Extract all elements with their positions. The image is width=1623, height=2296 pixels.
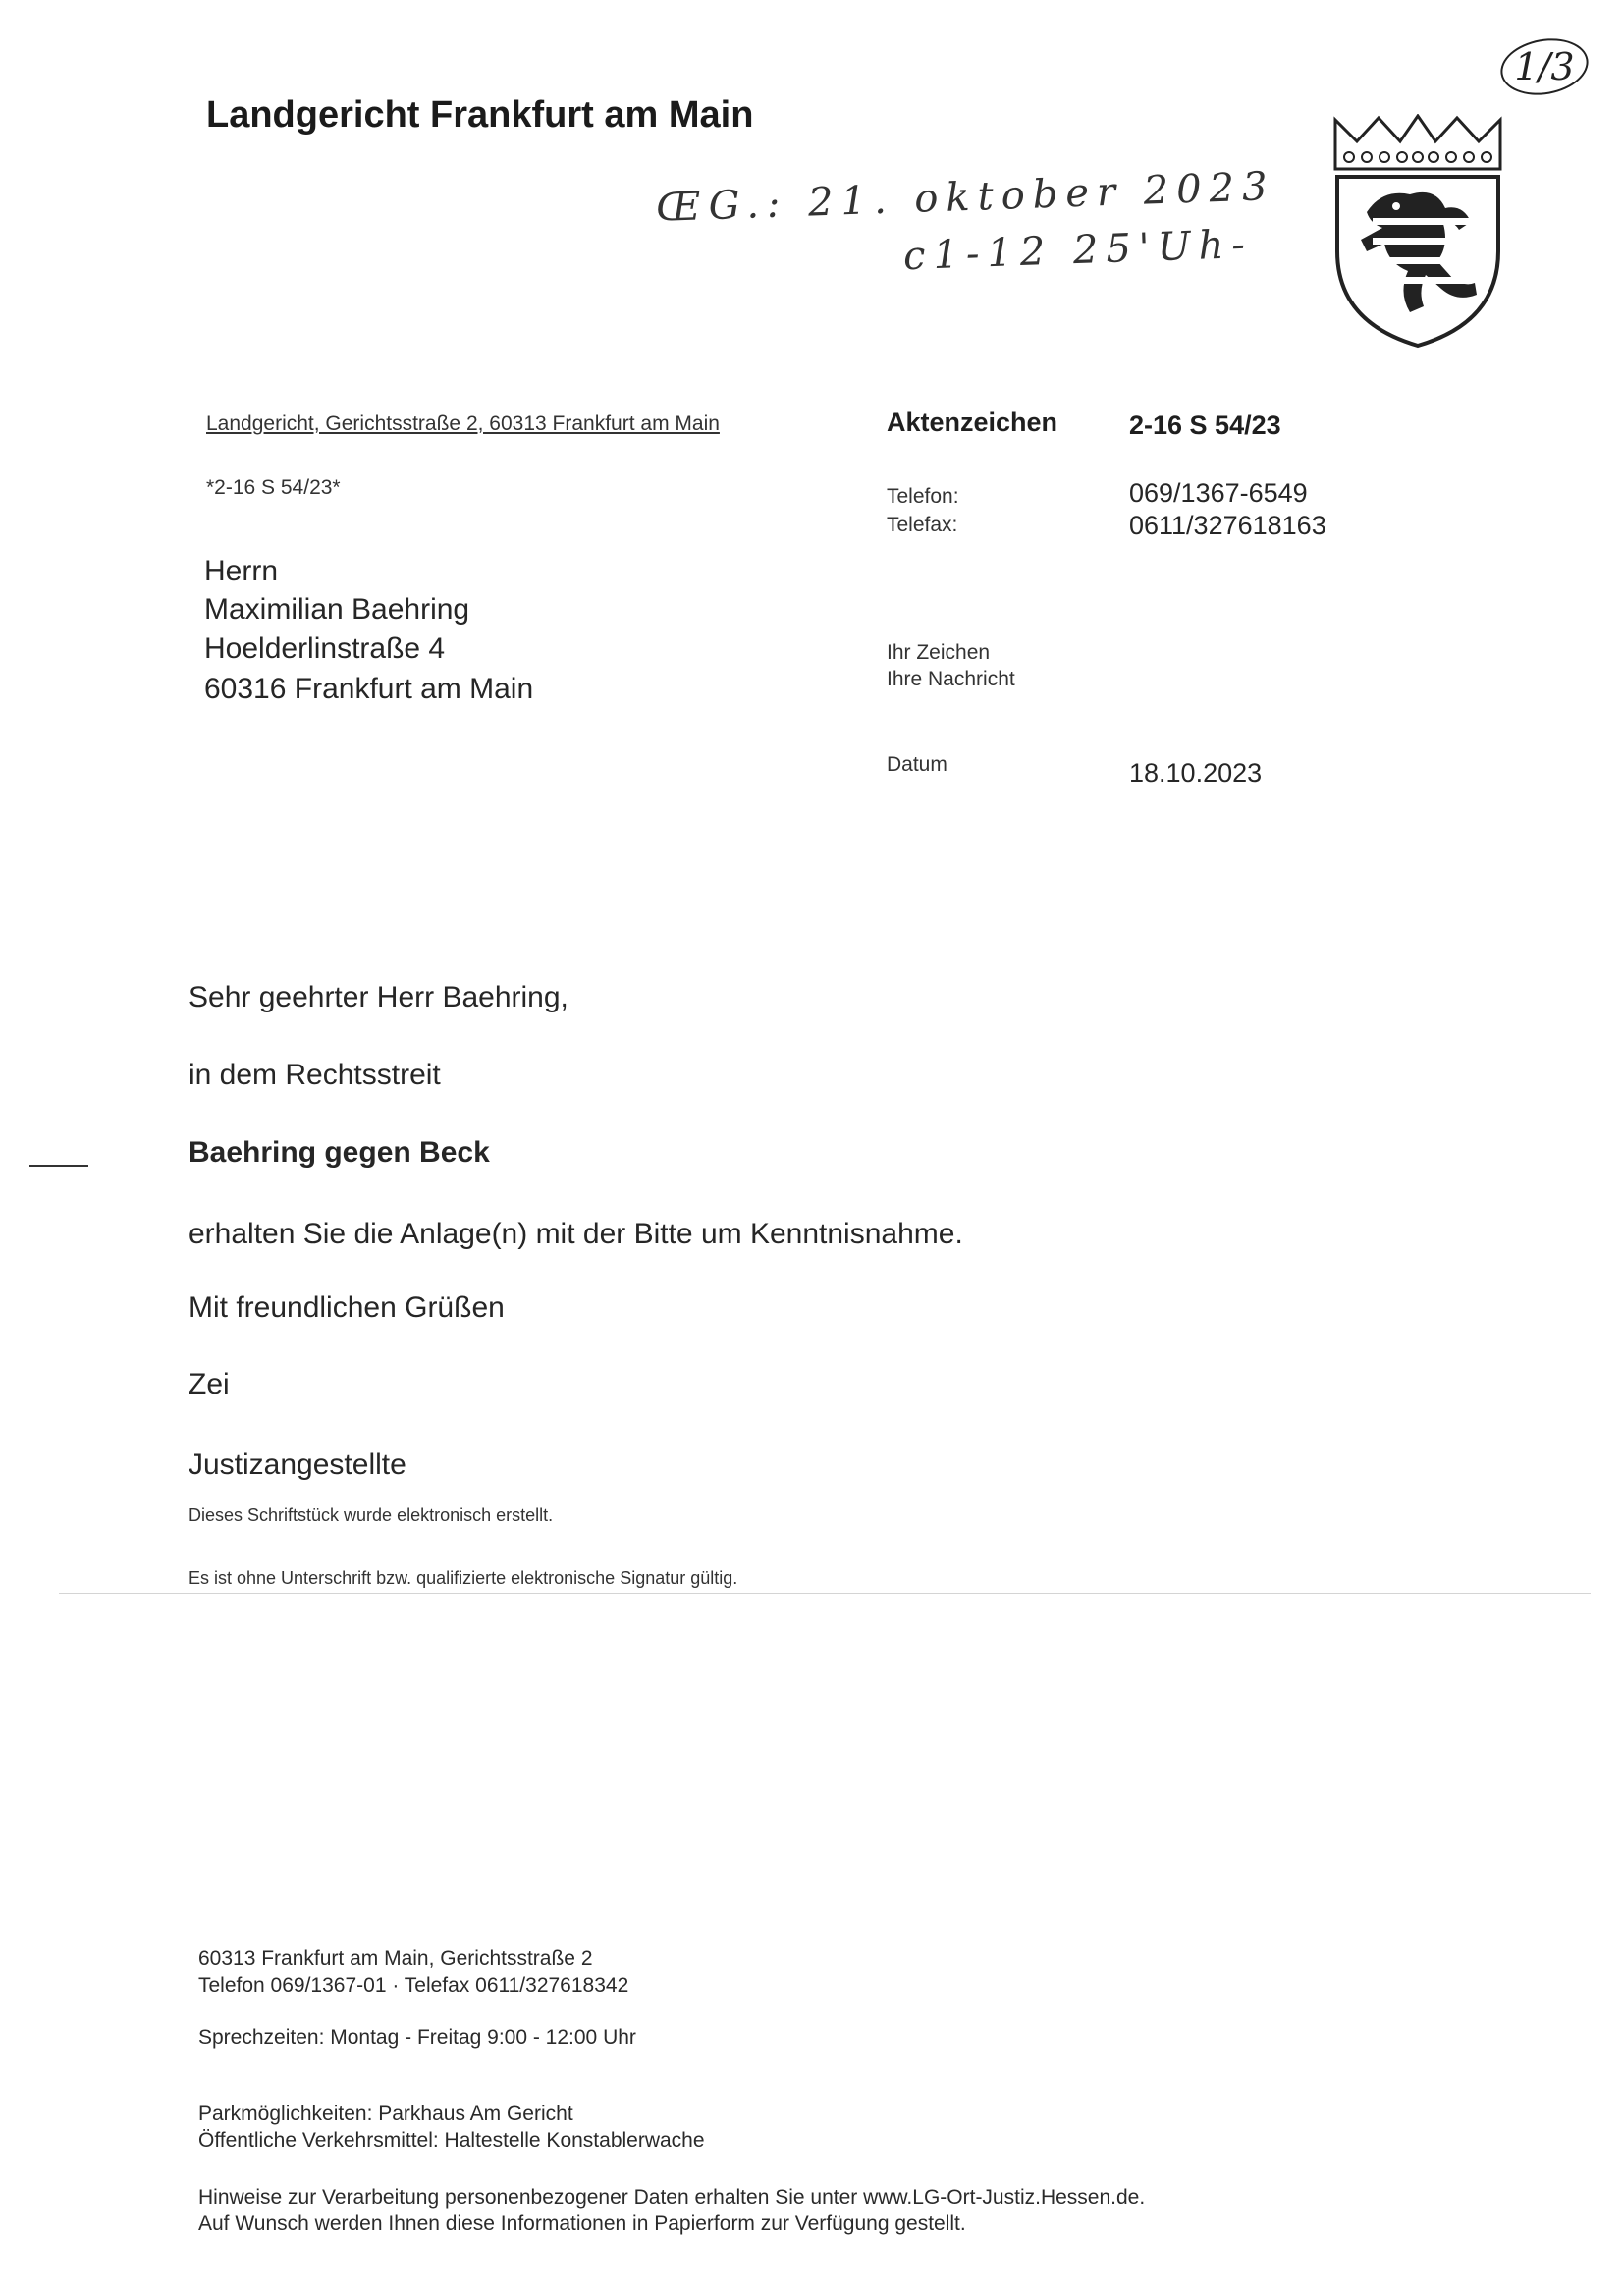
greeting: Sehr geehrter Herr Baehring, xyxy=(189,981,568,1013)
closing-text: Mit freundlichen Grüßen xyxy=(189,1291,505,1324)
handwritten-time-note: c1-12 25'Uh- xyxy=(902,221,1254,280)
recipient-city: 60316 Frankfurt am Main xyxy=(204,673,534,705)
recipient-name: Maximilian Baehring xyxy=(204,593,470,626)
phone-number: 069/1367-6549 xyxy=(1129,478,1308,508)
footer-contact: Telefon 069/1367-01 · Telefax 0611/327618342 xyxy=(198,1974,629,1996)
scan-artifact-line xyxy=(59,1593,1591,1594)
signer-name: Zei xyxy=(189,1368,230,1400)
date-label: Datum xyxy=(887,753,947,776)
phone-label: Telefon: xyxy=(887,485,959,508)
recipient-salutation: Herrn xyxy=(204,555,279,587)
intro-text: in dem Rechtsstreit xyxy=(189,1059,441,1091)
footer-parking: Parkmöglichkeiten: Parkhaus Am Gericht xyxy=(198,2103,573,2125)
letter-date: 18.10.2023 xyxy=(1129,758,1263,788)
signer-role: Justizangestellte xyxy=(189,1449,406,1481)
file-number: 2-16 S 54/23 xyxy=(1129,410,1281,440)
your-reference-label: Ihr Zeichen xyxy=(887,641,991,664)
footer-address: 60313 Frankfurt am Main, Gerichtsstraße 2 xyxy=(198,1947,593,1970)
footer-privacy-note: Hinweise zur Verarbeitung personenbezogener Daten erhalten Sie unter www.LG-Ort-Justiz.Hessen.de. xyxy=(198,2186,1146,2209)
hessen-coat-of-arms-icon xyxy=(1327,114,1508,350)
electronic-note-1: Dieses Schriftstück wurde elektronisch erstellt. xyxy=(189,1505,554,1525)
your-message-label: Ihre Nachricht xyxy=(887,668,1015,690)
electronic-note-2: Es ist ohne Unterschrift bzw. qualifizierte elektronische Signatur gültig. xyxy=(189,1568,738,1588)
file-number-label: Aktenzeichen xyxy=(887,408,1058,437)
message-text: erhalten Sie die Anlage(n) mit der Bitte um Kenntnisnahme. xyxy=(189,1218,963,1250)
footer-office-hours: Sprechzeiten: Montag - Freitag 9:00 - 12:00 Uhr xyxy=(198,2026,636,2049)
page-number-text: 1/3 xyxy=(1514,45,1575,88)
page-number-mark xyxy=(1500,39,1589,94)
footer-transit: Öffentliche Verkehrsmittel: Haltestelle Konstablerwache xyxy=(198,2129,705,2152)
reference-code: *2-16 S 54/23* xyxy=(206,476,341,499)
fold-mark xyxy=(29,1165,88,1167)
fax-label: Telefax: xyxy=(887,514,958,536)
recipient-street: Hoelderlinstraße 4 xyxy=(204,632,446,665)
court-title: Landgericht Frankfurt am Main xyxy=(206,94,754,136)
return-address: Landgericht, Gerichtsstraße 2, 60313 Frankfurt am Main xyxy=(206,412,720,435)
fax-number: 0611/327618163 xyxy=(1129,511,1326,540)
handwritten-date-note: ŒG.: 21. oktober 2023 xyxy=(655,164,1276,231)
footer-paper-note: Auf Wunsch werden Ihnen diese Informationen in Papierform zur Verfügung gestellt. xyxy=(198,2213,966,2235)
case-title: Baehring gegen Beck xyxy=(189,1136,490,1169)
